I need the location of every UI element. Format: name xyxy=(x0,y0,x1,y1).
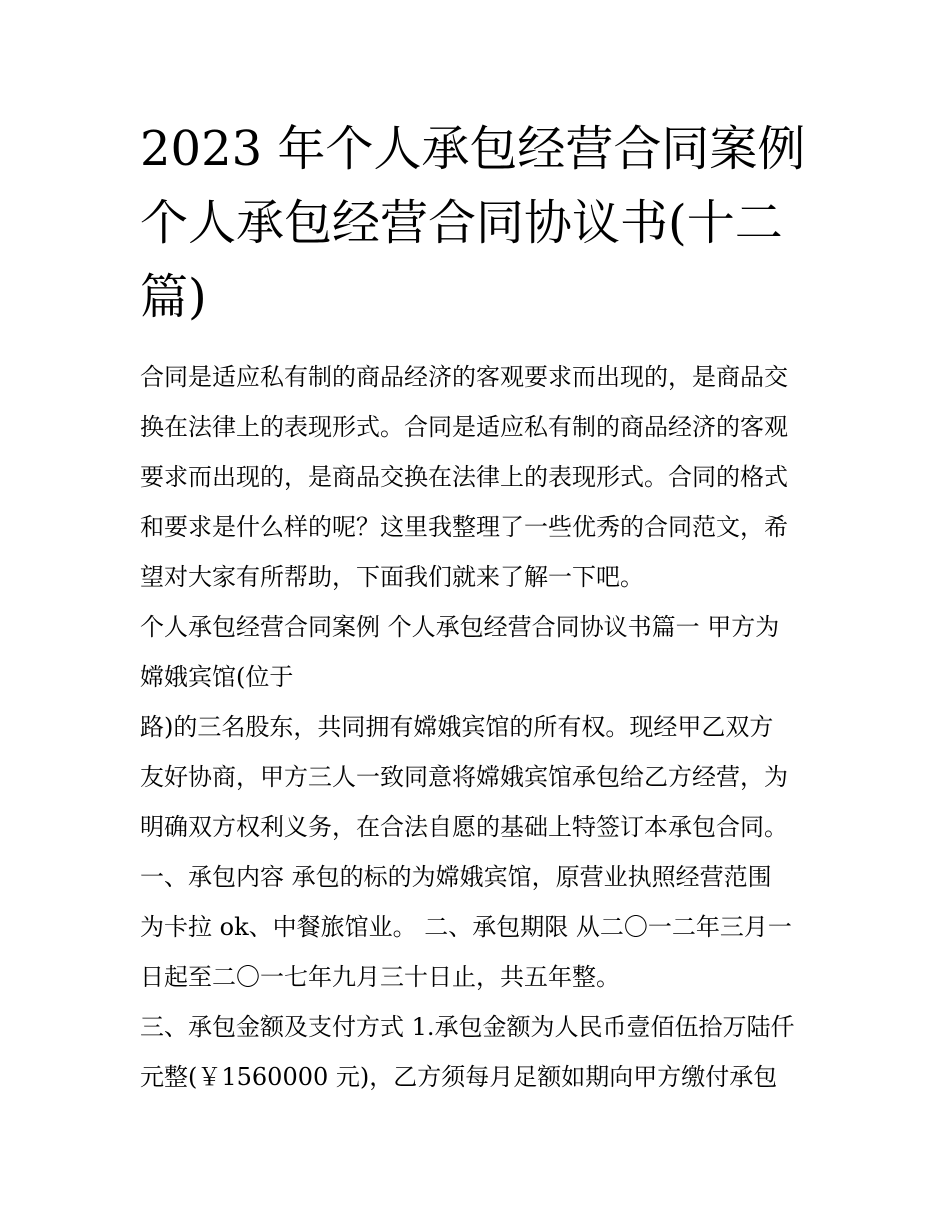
body-line: 日起至二〇一七年九月三十日止，共五年整。 xyxy=(140,963,620,991)
title-line: 篇) xyxy=(140,269,207,325)
body-line: 路)的三名股东，共同拥有嫦娥宾馆的所有权。现经甲乙双方 xyxy=(140,713,774,741)
document-title xyxy=(140,112,830,334)
body-line: 望对大家有所帮助，下面我们就来了解一下吧。 xyxy=(140,563,644,591)
body-line: 合同是适应私有制的商品经济的客观要求而出现的，是商品交 xyxy=(140,363,788,391)
body-line: 为卡拉 ok、中餐旅馆业。 二、承包期限 从二〇一二年三月一 xyxy=(140,913,792,941)
body-line: 嫦娥宾馆(位于 xyxy=(140,663,294,691)
title-line: 2023 年个人承包经营合同案例 xyxy=(140,121,806,177)
body-line: 明确双方权利义务，在合法自愿的基础上特签订本承包合同。 xyxy=(140,813,788,841)
body-line: 一、承包内容 承包的标的为嫦娥宾馆，原营业执照经营范围 xyxy=(140,863,772,891)
body-line: 三、承包金额及支付方式 1.承包金额为人民币壹佰伍拾万陆仟 xyxy=(140,1013,795,1041)
body-line: 和要求是什么样的呢？这里我整理了一些优秀的合同范文，希 xyxy=(140,513,788,541)
document-body xyxy=(140,352,830,1102)
body-line: 友好协商，甲方三人一致同意将嫦娥宾馆承包给乙方经营，为 xyxy=(140,763,788,791)
body-line: 换在法律上的表现形式。合同是适应私有制的商品经济的客观 xyxy=(140,413,788,441)
body-line: 要求而出现的，是商品交换在法律上的表现形式。合同的格式 xyxy=(140,463,788,491)
body-line: 个人承包经营合同案例 个人承包经营合同协议书篇一 甲方为 xyxy=(140,613,780,641)
title-line: 个人承包经营合同协议书(十二 xyxy=(140,195,783,251)
body-line: 元整(￥1560000 元)，乙方须每月足额如期向甲方缴付承包 xyxy=(140,1063,778,1091)
